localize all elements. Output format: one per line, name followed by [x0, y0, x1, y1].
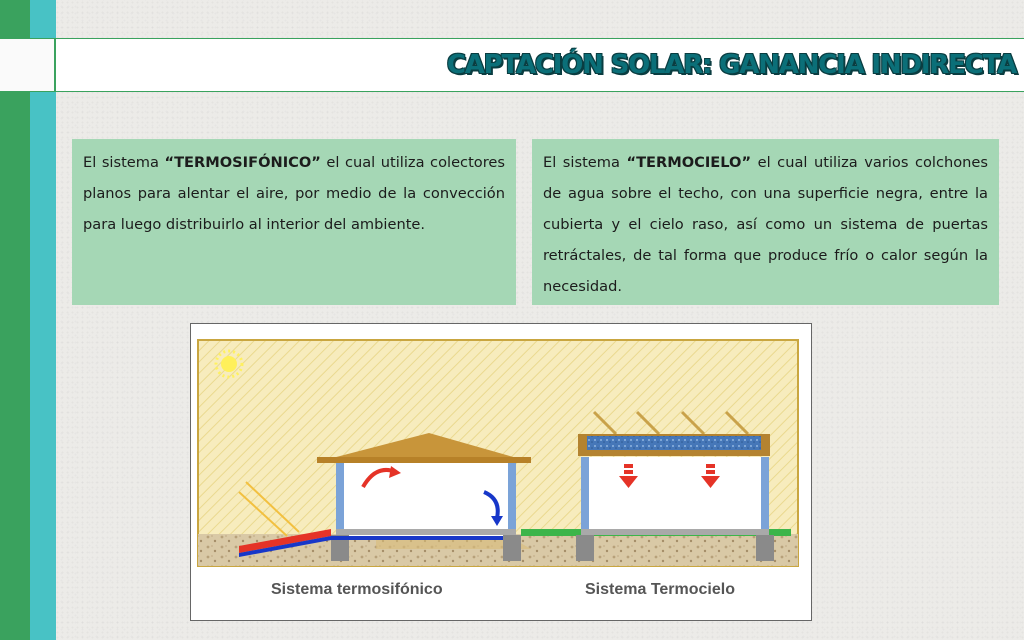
termocielo-description: El sistema “TERMOCIELO” el cual utiliza varios colchones de agua sobre el techo, con una superficie negra, entre la cubierta y el cielo raso, así como un sistema de puertas retráctales, de tal forma que produce frío o calor según la necesidad. — [532, 139, 999, 305]
slide-title: CAPTACIÓN SOLAR: GANANCIA INDIRECTA — [446, 50, 1016, 80]
label-termocielo: Sistema Termocielo — [585, 581, 735, 598]
title-bar — [0, 38, 1024, 92]
solar-systems-illustration — [191, 324, 811, 620]
term-termocielo: “TERMOCIELO” — [626, 154, 752, 171]
decorative-green-stripe — [0, 0, 30, 640]
label-termosifonico: Sistema termosifónico — [271, 581, 443, 598]
solar-systems-figure — [190, 323, 812, 621]
termosifonico-description: El sistema “TERMOSIFÓNICO” el cual utiliza colectores planos para alentar el aire, por medio de la convección para luego distribuirlo al interior del ambiente. — [72, 139, 516, 305]
term-termosifonico: “TERMOSIFÓNICO” — [164, 154, 321, 171]
decorative-teal-stripe — [30, 0, 56, 640]
